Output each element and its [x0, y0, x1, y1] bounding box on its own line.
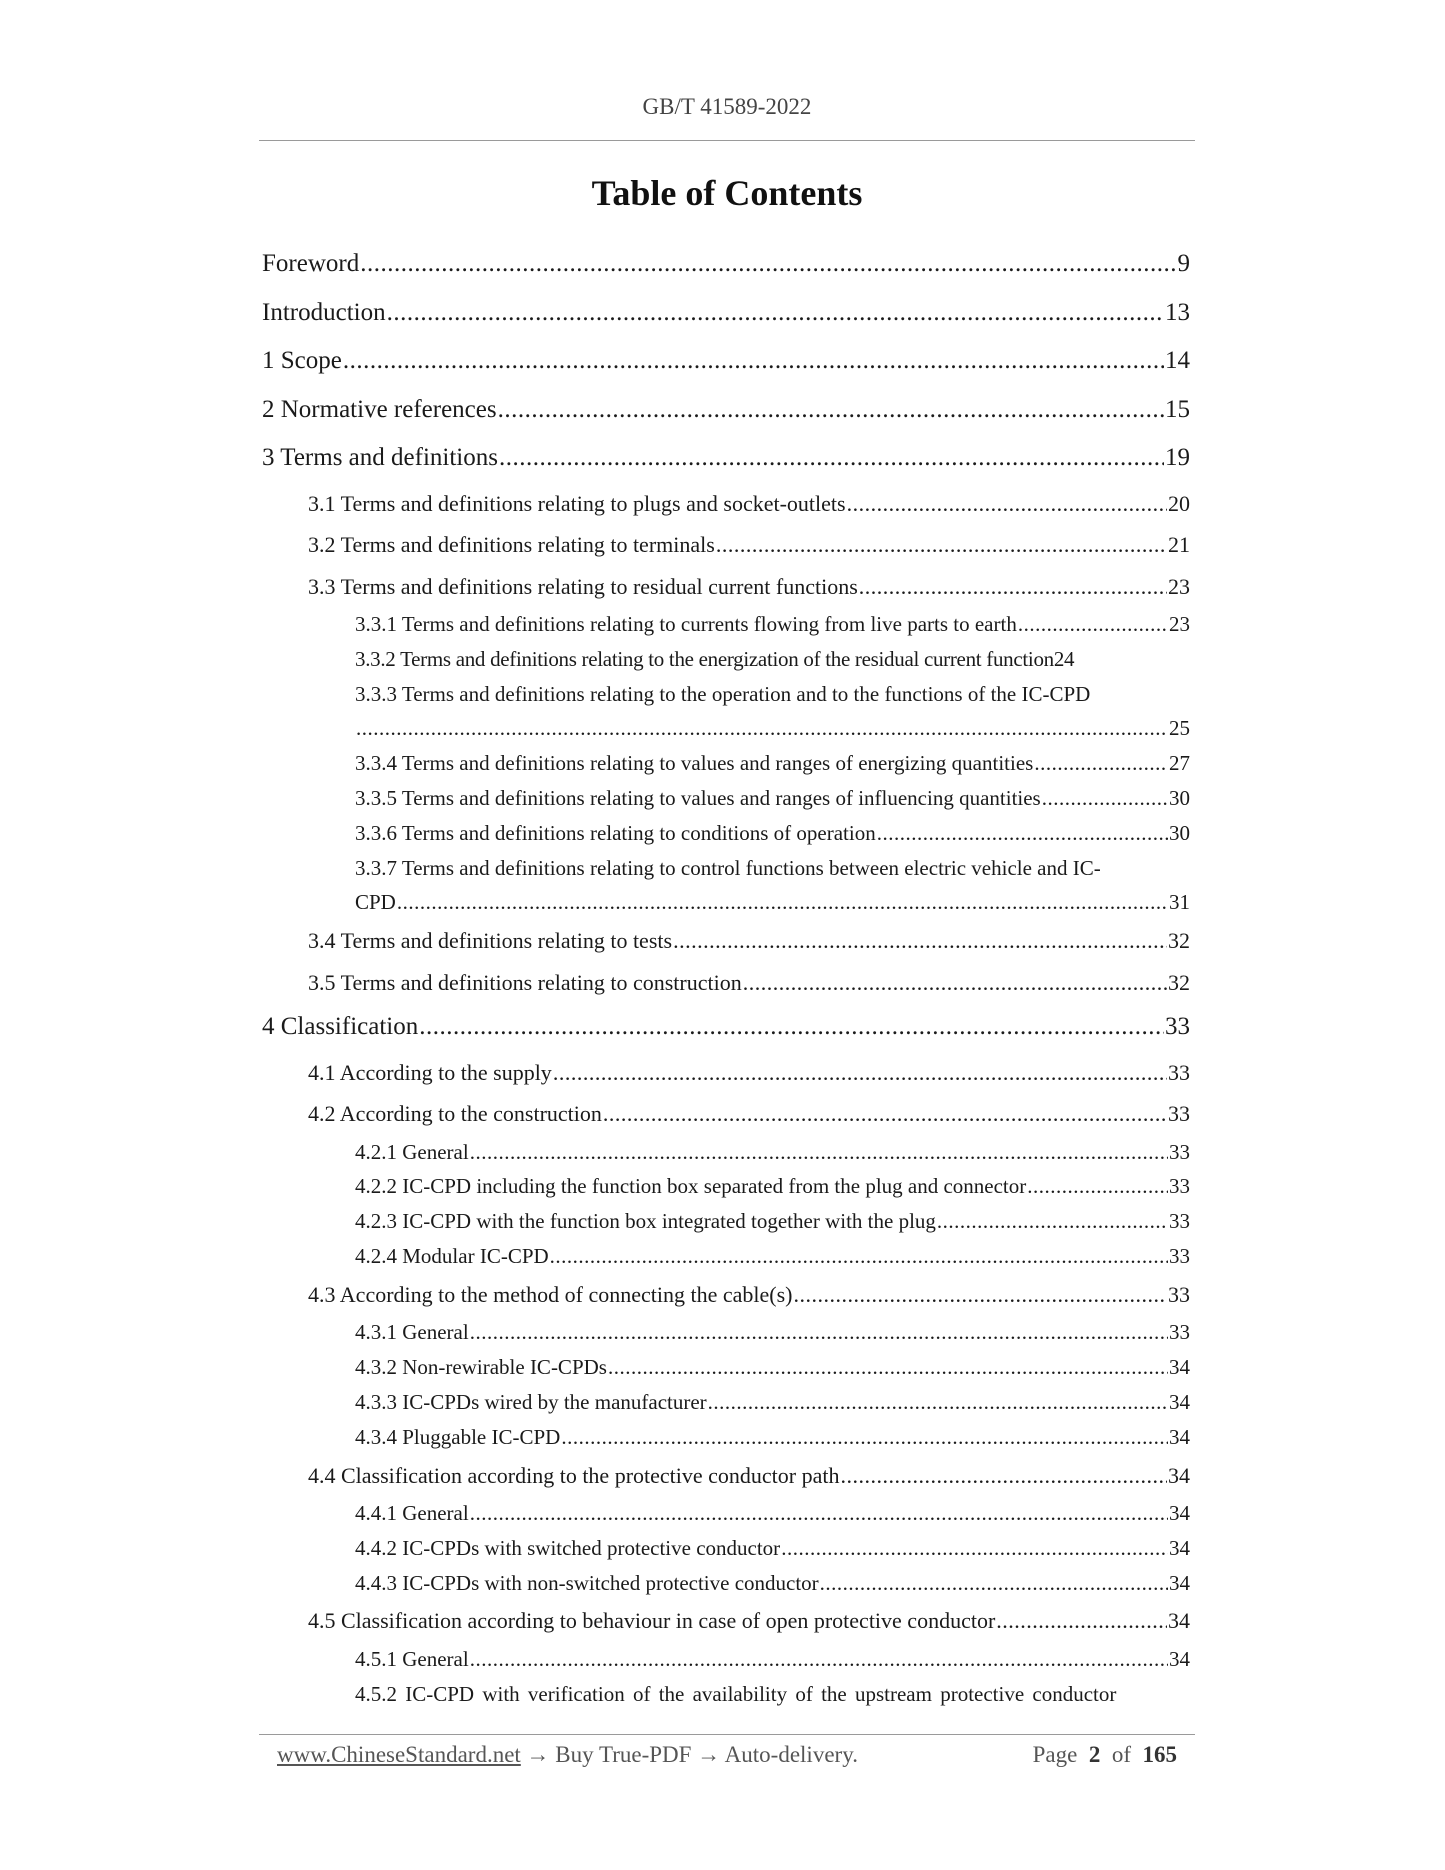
toc-entry-3-3-7[interactable]: 3.3.7 Terms and definitions relating to control functions between electric vehicle and IC-: [355, 855, 1101, 880]
auto-delivery-text: Auto-delivery.: [724, 1742, 858, 1767]
table-of-contents: [262, 240, 1190, 1712]
toc-entry-classification[interactable]: 4 Classification ..... 33: [262, 1003, 1190, 1052]
toc-entry-3-3-3[interactable]: 3.3.3 Terms and definitions relating to the operation and to the functions of the IC-CPD: [355, 681, 1091, 706]
toc-entry-4-4-3[interactable]: 4.4.3 IC-CPDs with non-switched protective conductor ..... 34: [262, 1566, 1190, 1601]
toc-entry-foreword[interactable]: Foreword ..... 9: [262, 240, 1190, 289]
total-pages: 165: [1142, 1742, 1177, 1767]
toc-entry-4-2-1[interactable]: 4.2.1 General ..... 33: [262, 1135, 1190, 1170]
toc-entry-4-3-4[interactable]: 4.3.4 Pluggable IC-CPD ..... 34: [262, 1420, 1190, 1455]
toc-entry-3-1[interactable]: 3.1 Terms and definitions relating to plugs and socket-outlets ..... 20: [262, 483, 1190, 525]
toc-entry-4-2-2[interactable]: 4.2.2 IC-CPD including the function box separated from the plug and connector ..... 33: [262, 1169, 1190, 1204]
toc-entry-3-3-6[interactable]: 3.3.6 Terms and definitions relating to conditions of operation ..... 30: [262, 816, 1190, 851]
page-footer: [277, 1738, 1177, 1772]
toc-entry-4-2-3[interactable]: 4.2.3 IC-CPD with the function box integrated together with the plug ..... 33: [262, 1204, 1190, 1239]
toc-entry-3-3-3-continuation[interactable]: ..... 25: [262, 711, 1190, 746]
toc-entry-3-2[interactable]: 3.2 Terms and definitions relating to terminals ..... 21: [262, 524, 1190, 566]
toc-entry-4-3[interactable]: 4.3 According to the method of connecting the cable(s) ..... 33: [262, 1274, 1190, 1316]
arrow-icon: →: [520, 1742, 556, 1767]
toc-entry-4-3-1[interactable]: 4.3.1 General ..... 33: [262, 1315, 1190, 1350]
arrow-icon: →: [691, 1742, 725, 1767]
header-divider: [259, 140, 1195, 141]
site-link[interactable]: www.ChineseStandard.net: [277, 1742, 521, 1767]
toc-entry-3-4[interactable]: 3.4 Terms and definitions relating to tests ..... 32: [262, 920, 1190, 962]
current-page: 2: [1088, 1742, 1101, 1767]
toc-entry-3-3-1[interactable]: 3.3.1 Terms and definitions relating to currents flowing from live parts to earth ..... 23: [262, 607, 1190, 642]
toc-entry-3-5[interactable]: 3.5 Terms and definitions relating to construction ..... 32: [262, 962, 1190, 1004]
toc-entry-4-3-3[interactable]: 4.3.3 IC-CPDs wired by the manufacturer ..... 34: [262, 1385, 1190, 1420]
toc-entry-4-5-2[interactable]: 4.5.2 IC-CPD with verification of the availability of the upstream protective conductor: [355, 1681, 1117, 1706]
footer-divider: [259, 1734, 1195, 1735]
toc-entry-4-5[interactable]: 4.5 Classification according to behaviour in case of open protective conductor ..... 34: [262, 1600, 1190, 1642]
toc-entry-4-4-2[interactable]: 4.4.2 IC-CPDs with switched protective conductor ..... 34: [262, 1531, 1190, 1566]
buy-pdf-text: Buy True-PDF: [555, 1742, 692, 1767]
toc-entry-normative-references[interactable]: 2 Normative references ..... 15: [262, 386, 1190, 435]
toc-entry-3-3-5[interactable]: 3.3.5 Terms and definitions relating to values and ranges of influencing quantities ..... 30: [262, 781, 1190, 816]
page-header: GB/T 41589-2022: [642, 94, 812, 119]
toc-entry-4-4-1[interactable]: 4.4.1 General ..... 34: [262, 1496, 1190, 1531]
page-counter: Page 2 of 165: [1032, 1742, 1177, 1767]
toc-entry-4-2[interactable]: 4.2 According to the construction ..... 33: [262, 1093, 1190, 1135]
toc-entry-4-4[interactable]: 4.4 Classification according to the protective conductor path ..... 34: [262, 1455, 1190, 1497]
toc-entry-3-3-2[interactable]: 3.3.2 Terms and definitions relating to the energization of the residual current function 24: [355, 646, 1075, 671]
toc-entry-4-1[interactable]: 4.1 According to the supply ..... 33: [262, 1052, 1190, 1094]
toc-entry-introduction[interactable]: Introduction ..... 13: [262, 289, 1190, 338]
page-title: Table of Contents: [591, 173, 863, 213]
toc-entry-3-3-7-continuation[interactable]: CPD ..... 31: [262, 885, 1190, 920]
toc-entry-4-2-4[interactable]: 4.2.4 Modular IC-CPD ..... 33: [262, 1239, 1190, 1274]
toc-entry-terms-and-definitions[interactable]: 3 Terms and definitions ..... 19: [262, 434, 1190, 483]
toc-entry-4-3-2[interactable]: 4.3.2 Non-rewirable IC-CPDs ..... 34: [262, 1350, 1190, 1385]
toc-entry-scope[interactable]: 1 Scope ..... 14: [262, 337, 1190, 386]
toc-entry-4-5-1[interactable]: 4.5.1 General ..... 34: [262, 1642, 1190, 1677]
toc-entry-3-3-4[interactable]: 3.3.4 Terms and definitions relating to values and ranges of energizing quantities ..... 27: [262, 746, 1190, 781]
toc-entry-3-3[interactable]: 3.3 Terms and definitions relating to residual current functions ..... 23: [262, 566, 1190, 608]
